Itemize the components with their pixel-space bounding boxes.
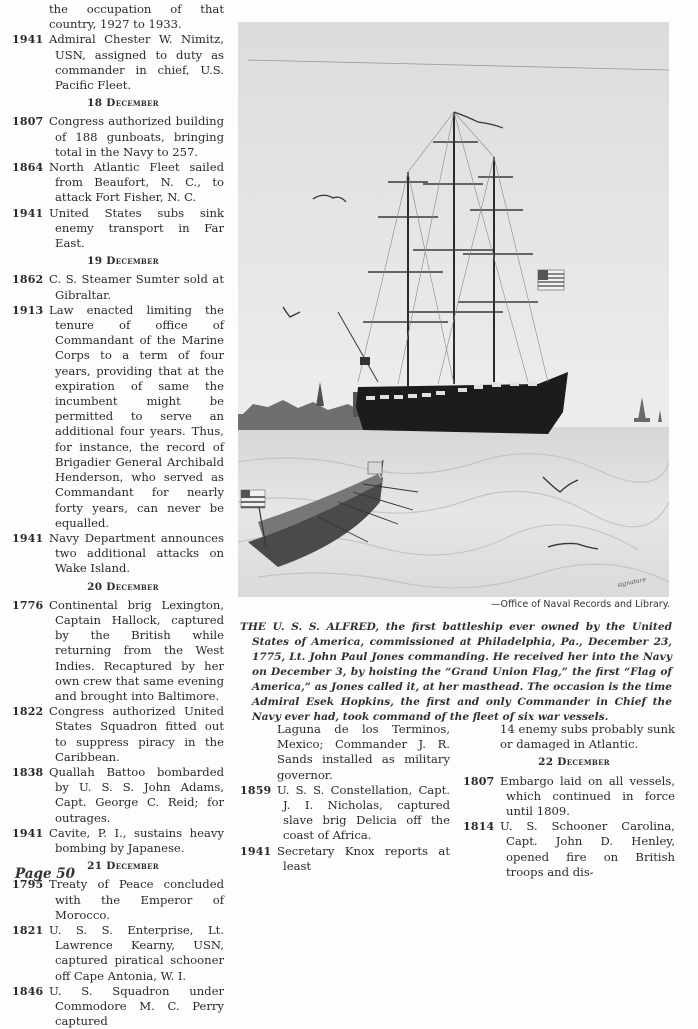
entry-year: 1795 <box>12 878 44 892</box>
chronology-entry <box>12 877 224 923</box>
entry-year: 1941 <box>240 844 272 858</box>
chronology-entry <box>12 531 224 577</box>
entry-text: Treaty of Peace concluded with the Emperor of Morocco. <box>49 877 224 922</box>
caption-lead: THE U. S. S. ALFRED, <box>240 621 380 633</box>
continuation-text: 14 enemy subs probably sunk or damaged in Atlantic. <box>500 722 675 752</box>
chronology-entry <box>463 819 675 880</box>
caption-text: the first battleship ever owned by the United States of America, commissioned at Philadelphia, Pa., December 23, 1775, Lt. John Paul Jones commanding. He received her into the Navy on December 3, by hoisting the “Grand Union Flag,” the first “Flag of America,” as Jones called it, at her masthead. The occasion is the time Admiral Esek Hopkins, the first and only Commander in Chief the Navy ever had, took command of the fleet of six war vessels. <box>252 621 672 723</box>
date-heading: 20 December <box>87 580 159 593</box>
chronology-entry <box>12 114 224 160</box>
page-number-value: 50 <box>56 866 76 882</box>
page-label: Page <box>15 866 52 882</box>
entry-text: Congress authorized building of 188 gunboats, bringing total in the Navy to 257. <box>49 114 224 159</box>
date-heading: 22 December <box>538 756 610 769</box>
chronology-entry <box>12 160 224 206</box>
entry-text: U. S. S. Constellation, Capt. J. I. Nicholas, captured slave brig Delicia off the coast of Africa. <box>277 782 450 843</box>
date-heading: 19 December <box>87 255 159 268</box>
chronology-entry <box>240 783 450 844</box>
entry-text: Quallah Battoo bombarded by U. S. S. John Adams, Capt. George C. Reid; for outrages. <box>49 764 224 825</box>
entry-year: 1941 <box>12 206 44 220</box>
entry-year: 1913 <box>12 303 44 317</box>
right-entries <box>463 774 675 880</box>
entry-year: 1859 <box>240 783 272 797</box>
continuation-text: the occupation of that country, 1927 to 1933. <box>49 2 224 32</box>
entry-year: 1822 <box>12 705 44 719</box>
middle-column <box>240 722 450 874</box>
entry-year: 1814 <box>463 820 495 834</box>
entry-year: 1864 <box>12 161 44 175</box>
figure-caption <box>240 620 672 725</box>
entry-text: Continental brig Lexington, Captain Hallock, captured by the British while returning from the West Indies. Recaptured by her own crew that same evening and brought into Baltimore. <box>49 597 224 703</box>
entry-text: Navy Department announces two additional attacks on Wake Island. <box>49 530 224 576</box>
entry-year: 1807 <box>12 115 44 129</box>
ship-stern-flag <box>538 270 564 290</box>
entry-text: U. S. S. Enterprise, Lt. Lawrence Kearny, USN, captured piratical schooner off Cape Antonia, W. I. <box>49 922 224 983</box>
entry-text: U. S. Squadron under Commodore M. C. Perry captured <box>49 983 224 1029</box>
page-number <box>15 866 75 882</box>
entry-text: United States subs sink enemy transport in Far East. <box>49 205 224 251</box>
uss-alfred-illustration <box>238 22 669 597</box>
continuation-text: Laguna de los Terminos, Mexico; Commander J. R. Sands installed as military governor. <box>277 722 450 782</box>
entry-text: Congress authorized United States Squadron fitted out to suppress piracy in the Caribbean. <box>49 704 224 764</box>
entry-text: Admiral Chester W. Nimitz, USN, assigned to duty as commander in chief, U.S. Pacific Fleet. <box>49 32 224 93</box>
chronology-entry <box>12 206 224 252</box>
chronology-entry <box>12 984 224 1029</box>
entry-year: 1941 <box>12 826 44 840</box>
entry-year: 1838 <box>12 765 44 779</box>
entry-text: North Atlantic Fleet sailed from Beaufort, N. C., to attack Fort Fisher, N. C. <box>49 160 224 205</box>
entry-year: 1862 <box>12 273 44 287</box>
chronology-entry <box>12 32 224 93</box>
date-heading: 18 December <box>87 97 159 110</box>
middle-entries <box>240 783 450 874</box>
boat-stern-flag <box>241 490 265 508</box>
entry-text: C. S. Steamer Sumter sold at Gibraltar. <box>49 272 224 302</box>
chronology-entry <box>12 598 224 704</box>
entry-year: 1941 <box>12 531 44 545</box>
entry-year: 1807 <box>463 774 495 788</box>
entry-text: Secretary Knox reports at least <box>277 843 450 873</box>
chronology-entry <box>12 765 224 826</box>
chronology-entry <box>463 774 675 820</box>
chronology-entry <box>12 826 224 856</box>
boat-bow-flag <box>368 462 382 474</box>
entry-year: 1776 <box>12 598 44 612</box>
entry-text: Embargo laid on all vessels, which continued in force until 1809. <box>500 773 675 819</box>
chronology-entry <box>12 272 224 302</box>
chronology-entry <box>12 303 224 531</box>
right-column <box>463 722 675 880</box>
chronology-entry <box>240 844 450 874</box>
entry-text: U. S. Schooner Carolina, Capt. John D. Henley, opened fire on British troops and dis- <box>500 819 675 879</box>
entry-text: Law enacted limiting the tenure of office of Commandant of the Marine Corps to a term of four years, providing that at the expiration of same the incumbent might be permitted to serve an additional four years. Thus, for instance, the record of Brigadier General Archibald Henderson, who served as Commandant for nearly forty years, can never be equalled. <box>49 302 224 530</box>
chronology-entry <box>12 923 224 984</box>
image-credit: —Office of Naval Records and Library. <box>490 599 670 610</box>
date-heading: 21 December <box>87 860 159 873</box>
entry-year: 1941 <box>12 33 44 47</box>
entry-year: 1846 <box>12 984 44 998</box>
chronology-entry <box>12 704 224 765</box>
artist-signature: signature <box>616 576 647 589</box>
entry-year: 1821 <box>12 923 44 937</box>
entry-text: Cavite, P. I., sustains heavy bombing by Japanese. <box>49 825 224 855</box>
